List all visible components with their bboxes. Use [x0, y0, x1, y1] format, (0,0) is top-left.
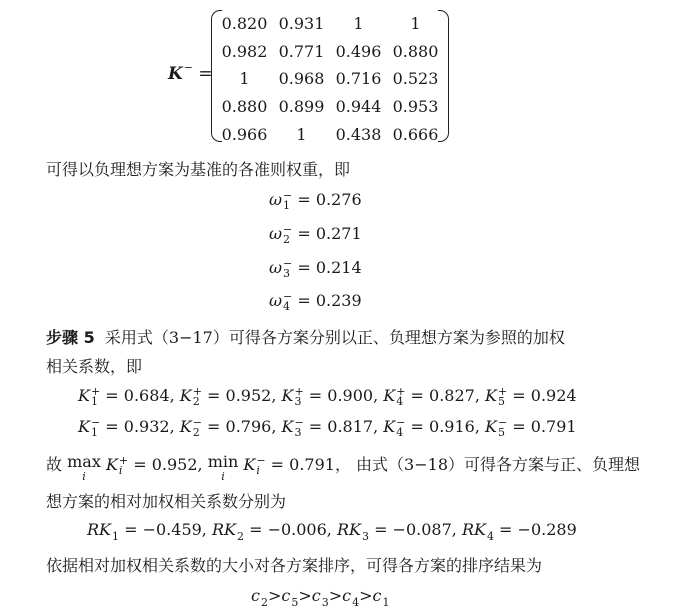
k-symbol: K: [485, 386, 497, 405]
k-plus-row: [78, 386, 577, 407]
k-sub: 2: [192, 394, 200, 408]
matrix-row: [216, 120, 444, 148]
rank-letter: c: [281, 586, 291, 605]
rank-letter: c: [311, 586, 321, 605]
ranking-result: [251, 586, 390, 609]
k-plus-value: = 0.952,: [207, 386, 277, 405]
k-plus-sup: +: [294, 384, 304, 398]
rk-sub: 4: [486, 530, 494, 543]
k-minus-value: = 0.817,: [308, 417, 379, 436]
k-symbol: K: [179, 386, 192, 405]
k-plus-value: = 0.827,: [410, 386, 480, 405]
k-plus-value: = 0.900,: [308, 386, 379, 405]
weight-omega-3: [269, 258, 362, 279]
matrix-grid: [216, 10, 444, 148]
rank-letter: c: [372, 586, 382, 605]
k-sub: 1: [90, 425, 98, 439]
matrix-cell: 0.820: [221, 14, 268, 34]
rk-symbol: RK: [87, 520, 111, 539]
omega-symbol: ω: [269, 291, 283, 310]
matrix-cell: 0.953: [392, 97, 439, 117]
weight-sup: −: [283, 289, 293, 303]
rk-symbol: RK: [336, 520, 361, 539]
rank-letter: c: [251, 586, 260, 605]
weight-sup: −: [283, 256, 293, 270]
k-sub-i: i: [256, 463, 260, 477]
matrix-cell: 1: [296, 124, 307, 144]
matrix-cell: 0.880: [392, 41, 439, 61]
matrix-row: [216, 38, 444, 66]
rk-symbol: RK: [211, 520, 236, 539]
step5-line1: [46, 325, 565, 348]
min-index: i: [221, 470, 225, 483]
matrix-label: [168, 61, 213, 84]
k-minus-sup: −: [497, 415, 508, 429]
matrix-superscript: −: [183, 61, 193, 74]
k-minus-sup: −: [90, 415, 101, 429]
k-sub: 4: [396, 394, 404, 408]
matrix-cell: 0.944: [335, 97, 382, 117]
step5-text: 采用式（3−17）可得各方案分别以正、负理想方案为参照的加权: [104, 328, 565, 347]
weight-value: = 0.276: [297, 190, 362, 209]
matrix-cell: 0.666: [392, 124, 439, 144]
k-minus-sup: −: [192, 415, 202, 429]
k-plus-sup: +: [192, 384, 202, 398]
k-minus-row: [78, 417, 577, 438]
k-symbol: K: [485, 417, 497, 436]
max-word: max: [67, 452, 101, 471]
min-operator: [208, 452, 239, 490]
matrix-cell: 0.899: [278, 97, 325, 117]
k-symbol: K: [105, 455, 118, 474]
omega-symbol: ω: [269, 258, 283, 277]
matrix-symbol: K: [168, 64, 183, 84]
weight-sub: 1: [283, 198, 291, 212]
k-minus-sup: −: [396, 415, 406, 429]
k-sub: 3: [294, 394, 302, 408]
rank-sub: 4: [352, 596, 360, 609]
omega-symbol: ω: [269, 190, 283, 209]
matrix-cell: 0.968: [278, 69, 325, 89]
k-minus-value: = 0.932,: [105, 417, 175, 436]
rk-value: = −0.006,: [249, 520, 332, 539]
ranking-intro: 依据相对加权相关系数的大小对各方案排序，可得各方案的排序结果为: [46, 556, 543, 575]
k-sub: 1: [90, 394, 98, 408]
rank-sub: 5: [291, 596, 299, 609]
k-plus-sup: +: [396, 384, 406, 398]
gt-sign: >: [298, 586, 312, 605]
max-operator: [67, 452, 101, 490]
weights-intro: 可得以负理想方案为基准的各准则权重，即: [46, 160, 351, 179]
weight-sup: −: [283, 222, 293, 236]
rank-sub: 1: [382, 596, 390, 609]
k-symbol: K: [383, 417, 396, 436]
k-symbol: K: [78, 417, 90, 436]
step5-label: 步骤 5: [46, 328, 95, 347]
rk-value: = −0.087,: [374, 520, 457, 539]
weight-sub: 4: [283, 299, 291, 313]
k-plus-value: = 0.924: [512, 386, 577, 405]
weight-omega-4: [269, 291, 362, 312]
min-word: min: [207, 452, 239, 471]
rk-sub: 2: [236, 530, 244, 543]
weight-sub: 3: [283, 266, 291, 280]
weight-sup: −: [283, 188, 293, 202]
weight-value: = 0.214: [297, 258, 362, 277]
k-minus-value: = 0.796,: [207, 417, 277, 436]
relative-intro: 想方案的相对加权相关系数分别为: [46, 492, 287, 511]
k-minus-sup: −: [294, 415, 304, 429]
matrix-cell: 0.931: [278, 14, 325, 34]
max-min-line: [46, 452, 640, 490]
k-sub: 4: [396, 425, 404, 439]
max-suffix: 由式（3−18）可得各方案与正、负理想: [356, 455, 640, 474]
k-symbol: K: [78, 386, 90, 405]
k-symbol: K: [383, 386, 396, 405]
rank-sub: 2: [260, 596, 268, 609]
matrix-cell: 0.966: [221, 124, 268, 144]
k-symbol: K: [243, 455, 256, 474]
k-plus-sup: +: [118, 453, 129, 467]
k-plus-sup: +: [90, 384, 101, 398]
weight-omega-1: [269, 190, 362, 211]
matrix-row: [216, 10, 444, 38]
k-plus-sup: +: [497, 384, 508, 398]
rk-symbol: RK: [461, 520, 486, 539]
k-minus-value: = 0.791: [512, 417, 577, 436]
rk-value: = −0.459,: [124, 520, 207, 539]
max-index: i: [82, 470, 86, 483]
matrix-cell: 0.880: [221, 97, 268, 117]
max-prefix: 故: [46, 455, 63, 474]
k-sub: 5: [497, 394, 505, 408]
k-minus-value: = 0.916,: [410, 417, 480, 436]
matrix-cell: 0.771: [278, 41, 325, 61]
weight-omega-2: [269, 224, 362, 245]
rank-sub: 3: [321, 596, 329, 609]
rk-sub: 1: [112, 530, 119, 543]
rk-sub: 3: [361, 530, 369, 543]
k-sub-i: i: [118, 463, 123, 477]
matrix-cell: 1: [410, 14, 421, 34]
matrix-cell: 1: [353, 14, 364, 34]
weight-value: = 0.271: [297, 224, 362, 243]
min-value: = 0.791，: [270, 455, 351, 474]
k-minus-sup: −: [256, 453, 266, 467]
omega-symbol: ω: [269, 224, 283, 243]
weight-sub: 2: [283, 232, 291, 246]
k-sub: 3: [294, 425, 302, 439]
k-symbol: K: [281, 386, 294, 405]
matrix-equals: =: [198, 64, 213, 84]
matrix-cell: 0.438: [335, 124, 382, 144]
max-value: = 0.952,: [133, 455, 203, 474]
k-sub: 2: [192, 425, 200, 439]
k-symbol: K: [281, 417, 294, 436]
matrix-cell: 1: [239, 69, 250, 89]
matrix-cell: 0.982: [221, 41, 268, 61]
k-sub: 5: [497, 425, 505, 439]
gt-sign: >: [328, 586, 343, 605]
rank-letter: c: [342, 586, 352, 605]
matrix-row: [216, 65, 444, 93]
matrix-row: [216, 93, 444, 121]
matrix-cell: 0.716: [335, 69, 382, 89]
k-plus-value: = 0.684,: [105, 386, 175, 405]
gt-sign: >: [267, 586, 282, 605]
weight-value: = 0.239: [297, 291, 362, 310]
step5-line2: 相关系数，即: [46, 357, 143, 376]
rk-value: = −0.289: [499, 520, 577, 539]
k-symbol: K: [179, 417, 192, 436]
matrix-cell: 0.523: [392, 69, 439, 89]
gt-sign: >: [359, 586, 373, 605]
rk-row: [87, 520, 577, 543]
matrix-cell: 0.496: [335, 41, 382, 61]
